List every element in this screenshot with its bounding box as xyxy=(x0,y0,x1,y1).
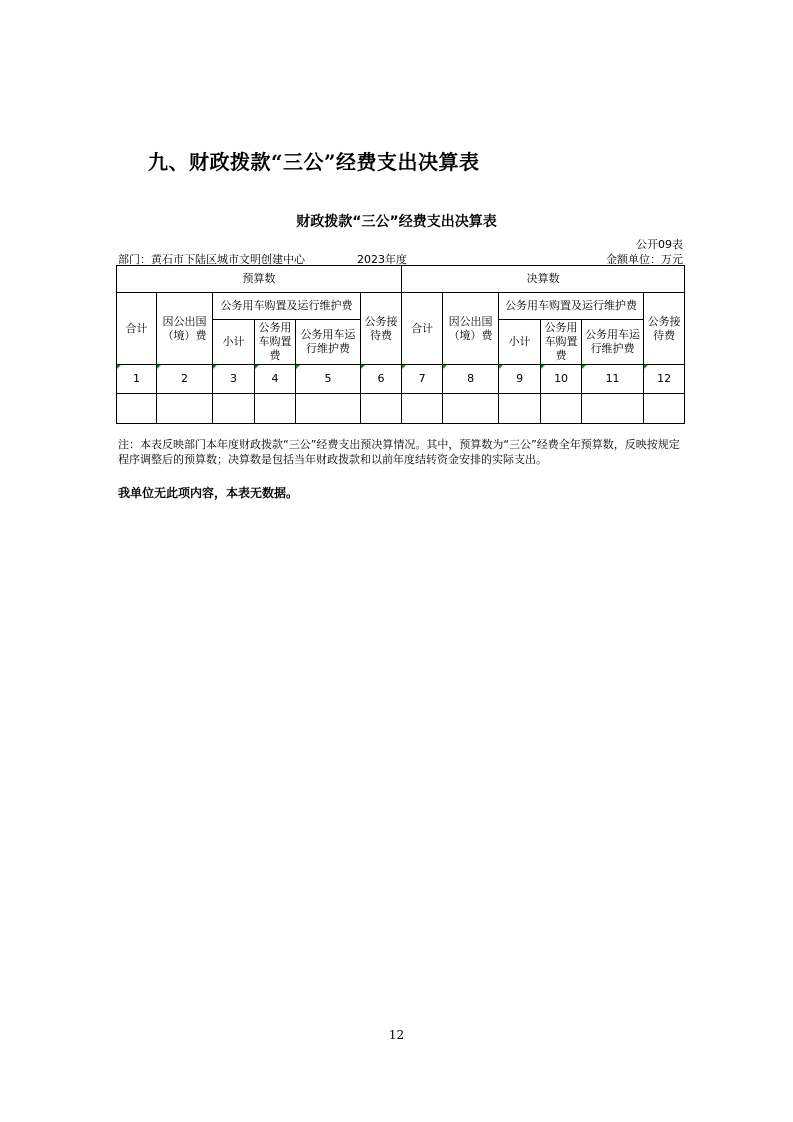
final-group-header: 决算数 xyxy=(402,266,685,293)
column-number: 10 xyxy=(541,365,582,394)
final-vehicle-purchase-header: 公务用车购置费 xyxy=(541,320,582,365)
column-number: 1 xyxy=(117,365,157,394)
empty-cell xyxy=(213,394,255,424)
section-heading: 九、财政拨款“三公”经费支出决算表 xyxy=(148,150,480,174)
column-number: 7 xyxy=(402,365,443,394)
column-number: 9 xyxy=(499,365,541,394)
three-public-expenses-table xyxy=(116,265,685,424)
empty-cell xyxy=(644,394,685,424)
table-title: 财政拨款“三公”经费支出决算表 xyxy=(296,214,497,230)
column-number: 3 xyxy=(213,365,255,394)
empty-cell xyxy=(499,394,541,424)
empty-data-row xyxy=(117,394,685,424)
table-meta-row xyxy=(118,251,683,265)
final-vehicle-group-header: 公务用车购置及运行维护费 xyxy=(499,293,644,320)
empty-cell xyxy=(157,394,213,424)
budget-vehicle-purchase-header: 公务用车购置费 xyxy=(255,320,296,365)
column-number: 2 xyxy=(157,365,213,394)
empty-cell xyxy=(117,394,157,424)
fiscal-year: 2023年度 xyxy=(357,253,407,266)
budget-reception-header: 公务接待费 xyxy=(361,293,402,365)
final-vehicle-operation-header: 公务用车运行维护费 xyxy=(582,320,644,365)
final-reception-header: 公务接待费 xyxy=(644,293,685,365)
amount-unit: 金额单位：万元 xyxy=(606,253,683,266)
empty-cell xyxy=(361,394,402,424)
form-code: 公开09表 xyxy=(636,238,683,251)
column-number: 12 xyxy=(644,365,685,394)
final-overseas-header: 因公出国（境）费 xyxy=(443,293,499,365)
empty-cell xyxy=(296,394,361,424)
budget-vehicle-group-header: 公务用车购置及运行维护费 xyxy=(213,293,361,320)
no-data-statement: 我单位无此项内容，本表无数据。 xyxy=(118,486,299,500)
budget-total-header: 合计 xyxy=(117,293,157,365)
column-number: 8 xyxy=(443,365,499,394)
empty-cell xyxy=(402,394,443,424)
empty-cell xyxy=(443,394,499,424)
budget-vehicle-operation-header: 公务用车运行维护费 xyxy=(296,320,361,365)
page-number: 12 xyxy=(388,1028,405,1042)
column-number: 4 xyxy=(255,365,296,394)
table-note: 注：本表反映部门本年度财政拨款“三公”经费支出预决算情况。其中，预算数为“三公”经费全年预算数，反映按规定程序调整后的预算数；决算数是包括当年财政拨款和以前年度结转资金安排的实际支出。 xyxy=(118,438,680,466)
final-subtotal-header: 小计 xyxy=(499,320,541,365)
budget-overseas-header: 因公出国（境）费 xyxy=(157,293,213,365)
budget-group-header: 预算数 xyxy=(117,266,402,293)
column-number: 6 xyxy=(361,365,402,394)
budget-subtotal-header: 小计 xyxy=(213,320,255,365)
column-number: 11 xyxy=(582,365,644,394)
department-label: 部门：黄石市下陆区城市文明创建中心 xyxy=(118,253,305,266)
empty-cell xyxy=(541,394,582,424)
column-number: 5 xyxy=(296,365,361,394)
empty-cell xyxy=(582,394,644,424)
final-total-header: 合计 xyxy=(402,293,443,365)
empty-cell xyxy=(255,394,296,424)
